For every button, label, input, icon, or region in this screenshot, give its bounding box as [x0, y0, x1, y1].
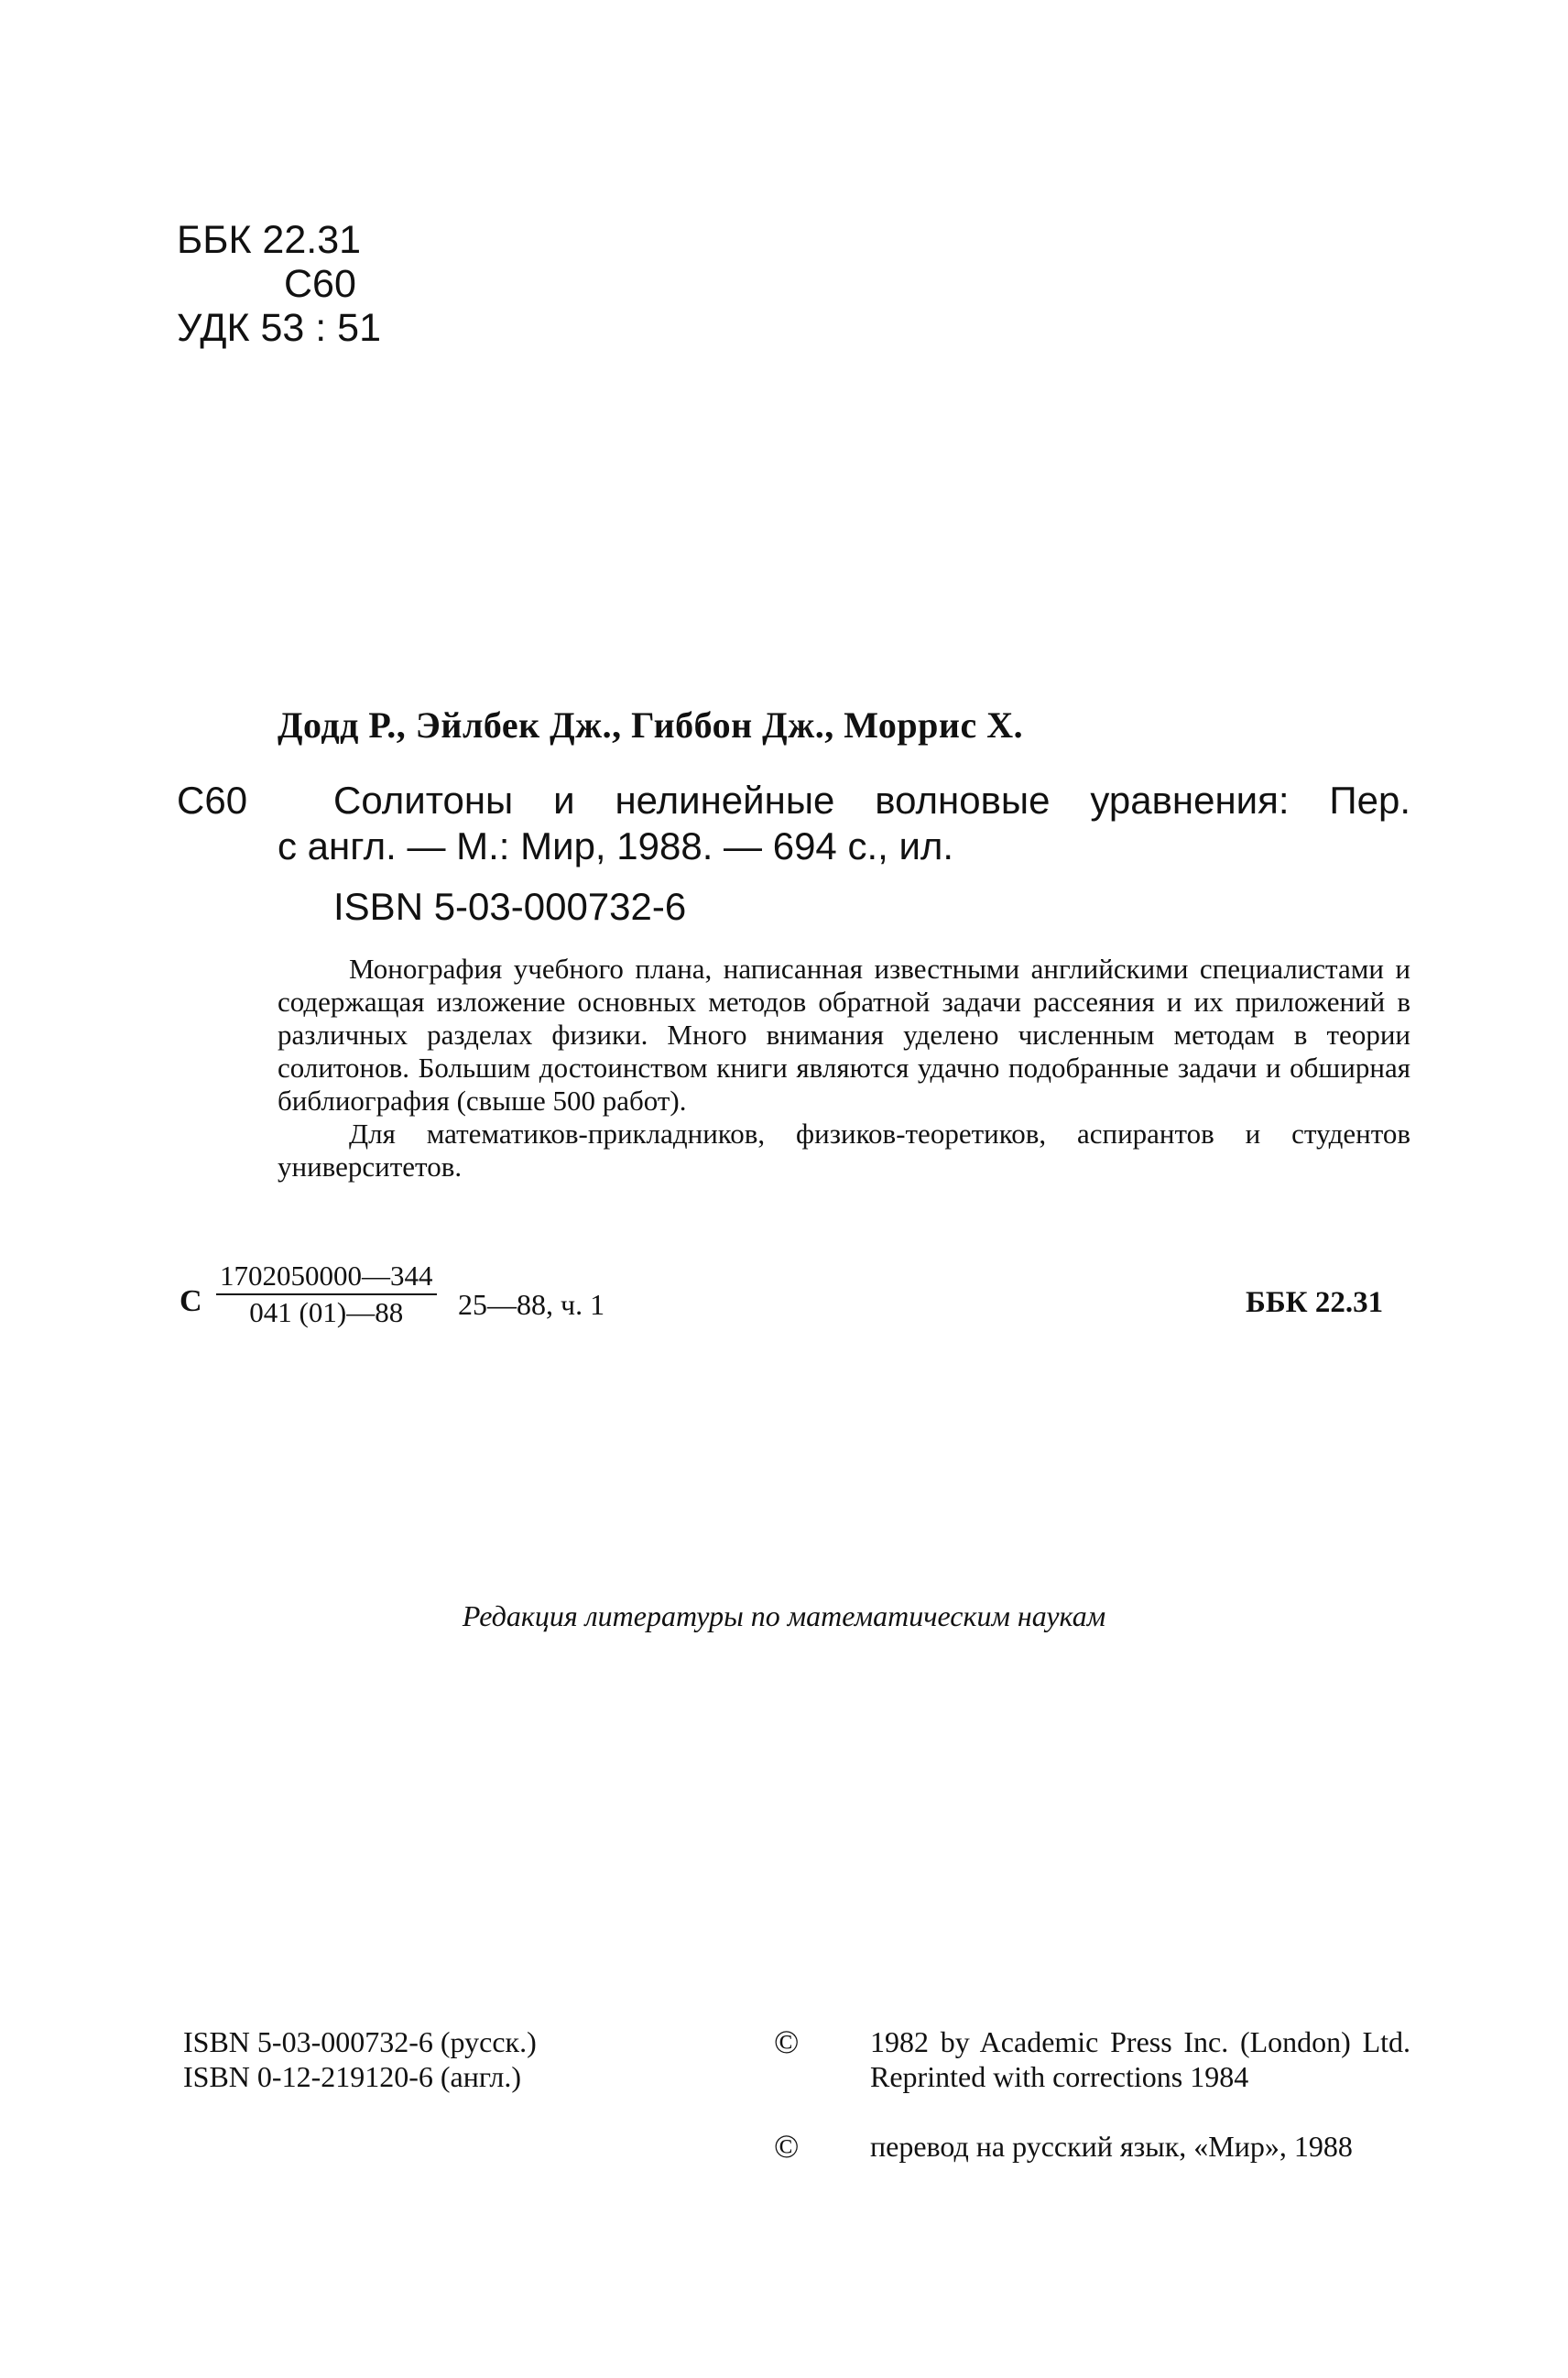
entry-isbn: ISBN 5-03-000732-6 — [333, 885, 687, 928]
catalog-letter: С — [180, 1284, 202, 1318]
isbn-list — [183, 2024, 537, 2094]
isbn-russian: ISBN 5-03-000732-6 (русск.) — [183, 2025, 537, 2058]
isbn-english: ISBN 0-12-219120-6 (англ.) — [183, 2060, 521, 2093]
catalog-denominator: 041 (01)—88 — [249, 1296, 404, 1328]
authors-line: Додд Р., Эйлбек Дж., Гиббон Дж., Моррис Х. — [278, 704, 1024, 746]
annotation-paragraph-2: Для математиков-прикладников, физиков-теоретиков, аспирантов и студентов университетов. — [278, 1118, 1410, 1183]
entry-code: С60 — [177, 779, 248, 822]
copyright-icon: © — [774, 2023, 800, 2060]
annotation-paragraph-1: Монография учебного плана, написанная известными английскими специалистами и содержащая изложение основных методов обратной задачи рассеяния и их приложений в различных разделах физики. Много внимания уделено численным методам в теории солитонов. Большим достоинством книги являются удачно подобранные задачи и обширная библиография (свыше 500 работ). — [278, 953, 1410, 1117]
copyright-icon: © — [774, 2128, 800, 2165]
copyright-translation: перевод на русский язык, «Мир», 1988 — [870, 2130, 1353, 2163]
bbk-classification: ББК 22.31 — [177, 218, 362, 262]
catalog-bbk: ББК 22.31 — [1246, 1286, 1384, 1319]
catalog-code: 25—88, ч. 1 — [458, 1288, 605, 1321]
editorial-department: Редакция литературы по математическим наукам — [462, 1599, 1106, 1632]
book-title-line-1: Солитоны и нелинейные волновые уравнения: Пер. — [333, 779, 1410, 822]
catalog-fraction — [216, 1260, 437, 1328]
udk-classification: УДК 53 : 51 — [177, 306, 381, 350]
annotation — [278, 953, 1410, 1184]
book-title-line-2: с англ. — М.: Мир, 1988. — 694 с., ил. — [278, 824, 954, 867]
catalog-numerator: 1702050000—344 — [216, 1260, 437, 1295]
copyright-original: 1982 by Academic Press Inc. (London) Ltd. Reprinted with corrections 1984 — [870, 2025, 1410, 2093]
cutter-code: С60 — [284, 262, 356, 306]
